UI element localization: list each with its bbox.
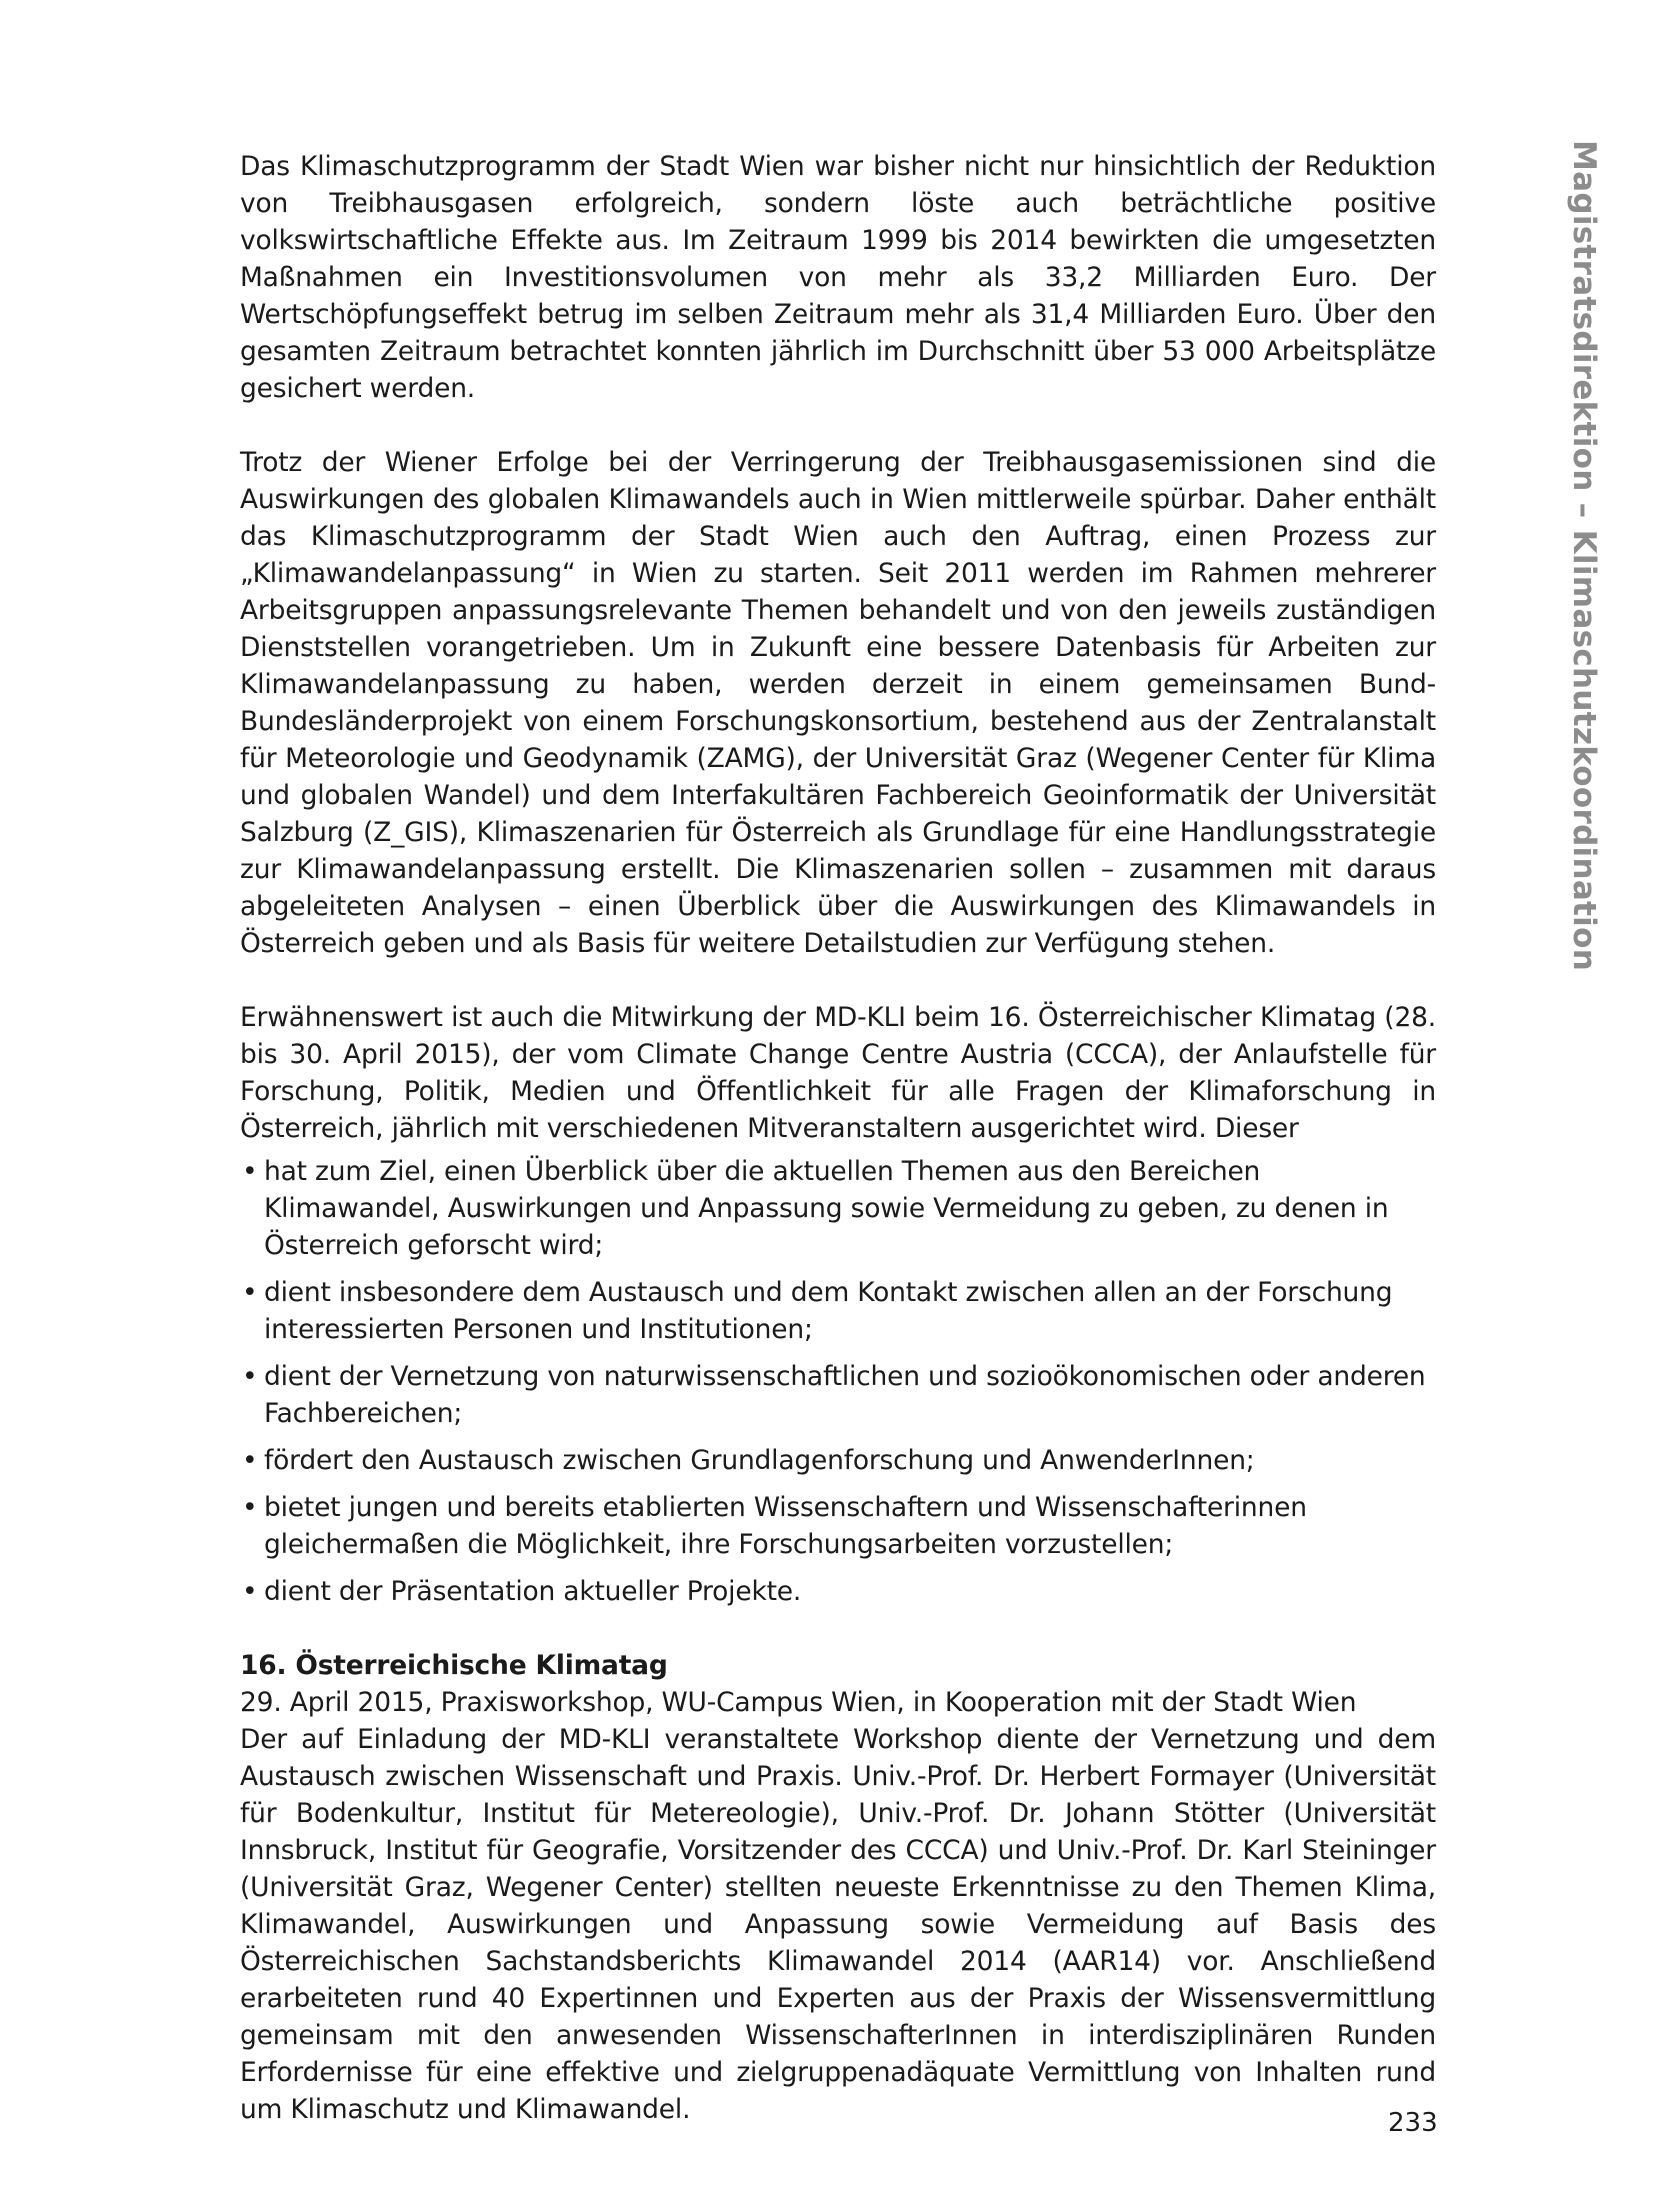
bullet-dot-icon: • [242, 1445, 258, 1476]
list-item [240, 1274, 1436, 1348]
bullet-dot-icon: • [242, 1492, 258, 1523]
list-item [240, 1358, 1436, 1432]
bullet-list [240, 1153, 1436, 1610]
list-item-text: dient der Präsentation aktueller Projekte. [264, 1576, 802, 1607]
paragraph-klimatag-intro: Erwähnenswert ist auch die Mitwirkung der MD-KLI beim 16. Österreichischer Klimatag (28. bis 30. April 2015), der vom Climate Change Centre Austria (CCCA), der Anlaufstelle für Forschung, Politik, Medien und Öffentlichkeit für alle Fragen der Klimaforschung in Österreich, jährlich mit verschiedenen Mitveranstaltern ausgerichtet wird. Dieser [240, 1002, 1436, 1144]
section-heading: 16. Österreichische Klimatag [240, 1650, 668, 1681]
bullet-dot-icon: • [242, 1361, 258, 1392]
page-body [240, 148, 1436, 2128]
running-side-title: Magistratsdirektion – Klimaschutzkoordination [1566, 140, 1602, 972]
list-item-text: dient insbesondere dem Austausch und dem Kontakt zwischen allen an der Forschung interessierten Personen und Institutionen; [264, 1277, 1393, 1345]
section-subline: 29. April 2015, Praxisworkshop, WU-Campus Wien, in Kooperation mit der Stadt Wien [240, 1687, 1357, 1718]
list-item [240, 1573, 1436, 1610]
bullet-dot-icon: • [242, 1156, 258, 1187]
bullet-dot-icon: • [242, 1277, 258, 1308]
list-item-text: hat zum Ziel, einen Überblick über die aktuellen Themen aus den Bereichen Klimawandel, Auswirkungen und Anpassung sowie Vermeidung zu geben, zu denen in Österreich geforscht wird; [264, 1156, 1389, 1261]
paragraph-economic-effects: Das Klimaschutzprogramm der Stadt Wien war bisher nicht nur hinsichtlich der Reduktion von Treibhausgasen erfolgreich, sondern löste auch beträchtliche positive volkswirtschaftliche Effekte aus. Im Zeitraum 1999 bis 2014 bewirkten die umgesetzten Maßnahmen ein Investitionsvolumen von mehr als 33,2 Milliarden Euro. Der Wertschöpfungseffekt betrug im selben Zeitraum mehr als 31,4 Milliarden Euro. Über den gesamten Zeitraum betrachtet konnten jährlich im Durchschnitt über 53 000 Arbeitsplätze gesichert werden. [240, 151, 1436, 404]
bullet-dot-icon: • [242, 1576, 258, 1607]
list-item [240, 1153, 1436, 1264]
list-item [240, 1442, 1436, 1479]
list-item-text: bietet jungen und bereits etablierten Wissenschaftern und Wissenschafterinnen gleichermaßen die Möglichkeit, ihre Forschungsarbeiten vorzustellen; [264, 1492, 1307, 1560]
list-item-text: dient der Vernetzung von naturwissenschaftlichen und sozioökonomischen oder anderen Fachbereichen; [264, 1361, 1426, 1429]
section-body: Der auf Einladung der MD-KLI veranstaltete Workshop diente der Vernetzung und dem Austausch zwischen Wissenschaft und Praxis. Univ.-Prof. Dr. Herbert Formayer (Universität für Bodenkultur, Institut für Metereologie), Univ.-Prof. Dr. Johann Stötter (Universität Innsbruck, Institut für Geografie, Vorsitzender des CCCA) und Univ.-Prof. Dr. Karl Steininger (Universität Graz, Wegener Center) stellten neueste Erkenntnisse zu den Themen Klima, Klimawandel, Auswirkungen und Anpassung sowie Vermeidung auf Basis des Österreichischen Sachstandsberichts Klimawandel 2014 (AAR14) vor. Anschließend erarbeiteten rund 40 Expertinnen und Experten aus der Praxis der Wissensvermittlung gemeinsam mit den anwesenden WissenschafterInnen in interdisziplinären Runden Erfordernisse für eine effektive und zielgruppenadäquate Vermittlung von Inhalten rund um Klimaschutz und Klimawandel. [240, 1724, 1436, 2125]
list-item-text: fördert den Austausch zwischen Grundlagenforschung und AnwenderInnen; [264, 1445, 1255, 1476]
paragraph-climate-adaptation: Trotz der Wiener Erfolge bei der Verringerung der Treibhausgasemissionen sind die Auswirkungen des globalen Klimawandels auch in Wien mittlerweile spürbar. Daher enthält das Klimaschutzprogramm der Stadt Wien auch den Auftrag, einen Prozess zur „Klimawandelanpassung“ in Wien zu starten. Seit 2011 werden im Rahmen mehrerer Arbeitsgruppen anpassungsrelevante Themen behandelt und von den jeweils zuständigen Dienststellen vorangetrieben. Um in Zukunft eine bessere Datenbasis für Arbeiten zur Klimawandelanpassung zu haben, werden derzeit in einem gemeinsamen Bund-Bundesländerprojekt von einem Forschungskonsortium, bestehend aus der Zentralanstalt für Meteorologie und Geodynamik (ZAMG), der Universität Graz (Wegener Center für Klima und globalen Wandel) und dem Interfakultären Fachbereich Geoinformatik der Universität Salzburg (Z_GIS), Klimaszenarien für Österreich als Grundlage für eine Handlungsstrategie zur Klimawandelanpassung erstellt. Die Klimaszenarien sollen – zusammen mit daraus abgeleiteten Analysen – einen Überblick über die Auswirkungen des Klimawandels in Österreich geben und als Basis für weitere Detailstudien zur Verfügung stehen. [240, 447, 1436, 959]
page-number: 233 [1388, 2108, 1438, 2138]
list-item [240, 1489, 1436, 1563]
